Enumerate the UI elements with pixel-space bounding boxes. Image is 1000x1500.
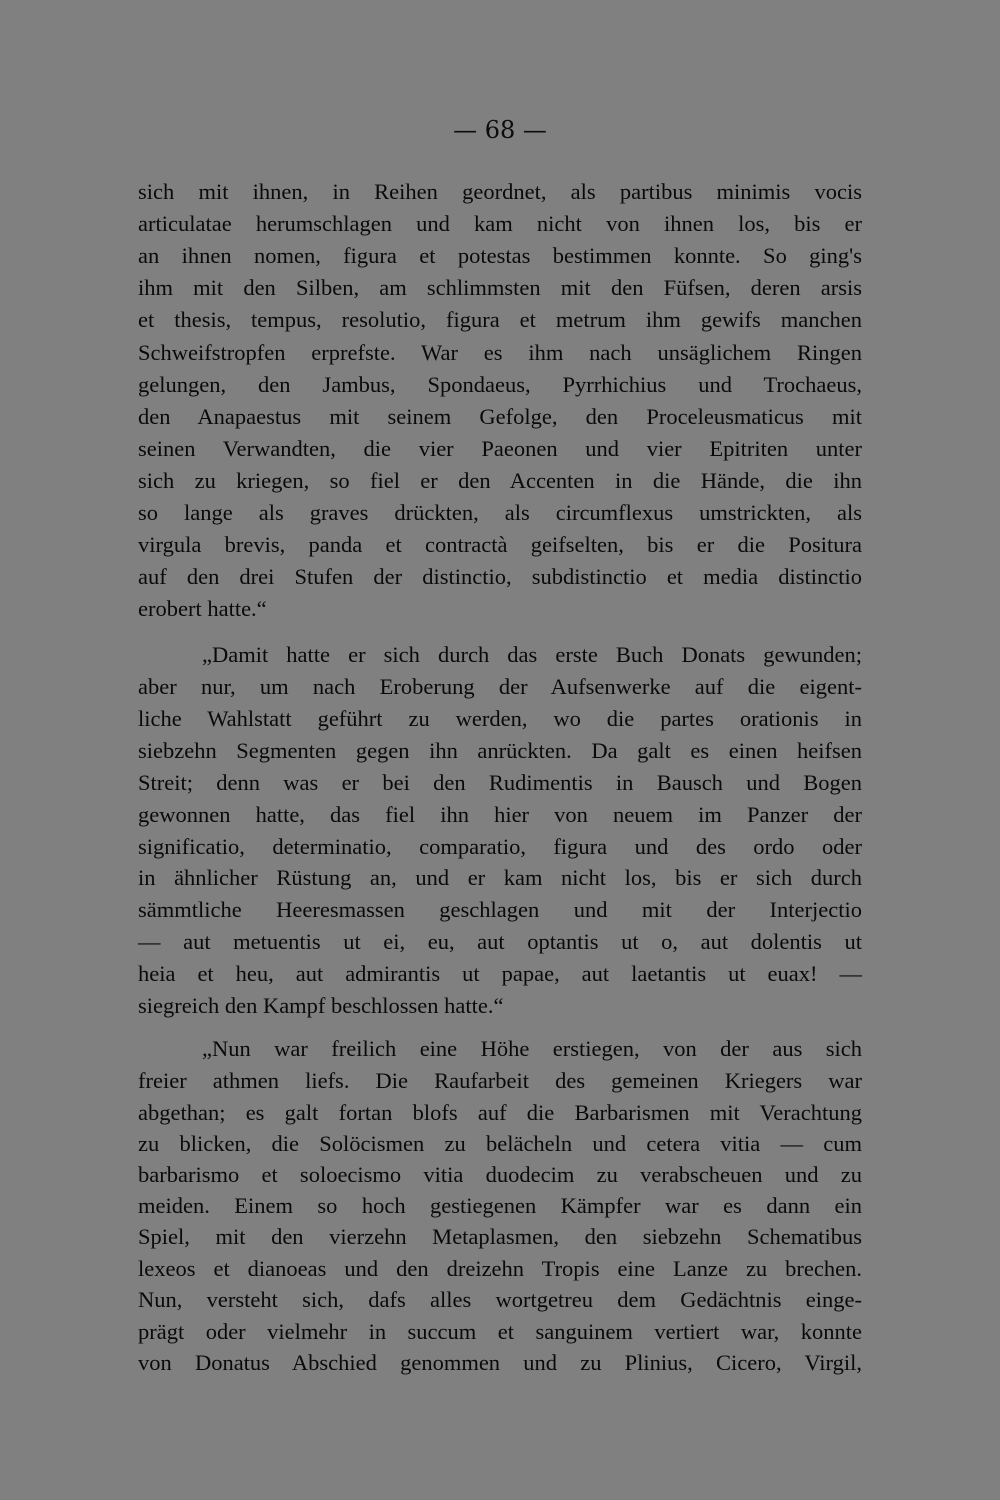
text-line: zu blicken, die Solöcismen zu belächeln und cetera vitia — cum [138, 1131, 862, 1156]
text-line: et thesis, tempus, resolutio, figura et metrum ihm gewifs manchen [138, 307, 862, 332]
text-line: siegreich den Kampf beschlossen hatte.“ [138, 993, 504, 1018]
text-line: Spiel, mit den vierzehn Metaplasmen, den siebzehn Schematibus [138, 1224, 862, 1249]
text-line: articulatae herumschlagen und kam nicht von ihnen los, bis er [138, 211, 862, 236]
text-line: den Anapaestus mit seinem Gefolge, den Proceleusmaticus mit [138, 404, 862, 429]
text-line: siebzehn Segmenten gegen ihn anrückten. Da galt es einen heifsen [138, 738, 862, 763]
text-line: Streit; denn was er bei den Rudimentis in Bausch und Bogen [138, 770, 862, 795]
text-line: ihm mit den Silben, am schlimmsten mit den Füfsen, deren arsis [138, 275, 862, 300]
text-line: heia et heu, aut admirantis ut papae, aut laetantis ut euax! — [138, 961, 862, 986]
text-line: an ihnen nomen, figura et potestas bestimmen konnte. So ging's [138, 243, 862, 268]
text-line: Schweifstropfen erprefste. War es ihm nach unsäglichem Ringen [138, 340, 862, 365]
text-line: gewonnen hatte, das fiel ihn hier von neuem im Panzer der [138, 802, 862, 827]
text-line: abgethan; es galt fortan blofs auf die Barbarismen mit Verachtung [138, 1100, 862, 1125]
text-line: prägt oder vielmehr in succum et sanguinem vertiert war, konnte [138, 1319, 862, 1344]
text-line: von Donatus Abschied genommen und zu Plinius, Cicero, Virgil, [138, 1350, 862, 1375]
text-line: sich zu kriegen, so fiel er den Accenten in die Hände, die ihn [138, 468, 862, 493]
text-line: meiden. Einem so hoch gestiegenen Kämpfer war es dann ein [138, 1193, 862, 1218]
page-number: — 68 — [453, 116, 547, 144]
text-line: auf den drei Stufen der distinctio, subdistinctio et media distinctio [138, 564, 862, 589]
text-line: barbarismo et soloecismo vitia duodecim zu verabscheuen und zu [138, 1162, 862, 1187]
text-line: aber nur, um nach Eroberung der Aufsenwerke auf die eigent- [138, 674, 862, 699]
text-line: so lange als graves drückten, als circumflexus umstrickten, als [138, 500, 862, 525]
text-line: „Damit hatte er sich durch das erste Buch Donats gewunden; [202, 642, 862, 667]
text-line: Nun, versteht sich, dafs alles wortgetreu dem Gedächtnis einge- [138, 1287, 862, 1312]
text-line: seinen Verwandten, die vier Paeonen und vier Epitriten unter [138, 436, 862, 461]
text-line: erobert hatte.“ [138, 596, 267, 621]
text-line: sämmtliche Heeresmassen geschlagen und mit der Interjectio [138, 897, 862, 922]
text-line: gelungen, den Jambus, Spondaeus, Pyrrhichius und Trochaeus, [138, 372, 862, 397]
text-line: sich mit ihnen, in Reihen geordnet, als partibus minimis vocis [138, 179, 862, 204]
text-line: freier athmen liefs. Die Raufarbeit des gemeinen Kriegers war [138, 1068, 862, 1093]
text-line: lexeos et dianoeas und den dreizehn Tropis eine Lanze zu brechen. [138, 1256, 862, 1281]
text-line: virgula brevis, panda et contractà geifselten, bis er die Positura [138, 532, 862, 557]
text-line: liche Wahlstatt geführt zu werden, wo die partes orationis in [138, 706, 862, 731]
text-line: significatio, determinatio, comparatio, figura und des ordo oder [138, 834, 862, 859]
text-line: — aut metuentis ut ei, eu, aut optantis ut o, aut dolentis ut [138, 929, 862, 954]
text-line: „Nun war freilich eine Höhe erstiegen, von der aus sich [202, 1036, 862, 1061]
text-line: in ähnlicher Rüstung an, und er kam nicht los, bis er sich durch [138, 865, 862, 890]
